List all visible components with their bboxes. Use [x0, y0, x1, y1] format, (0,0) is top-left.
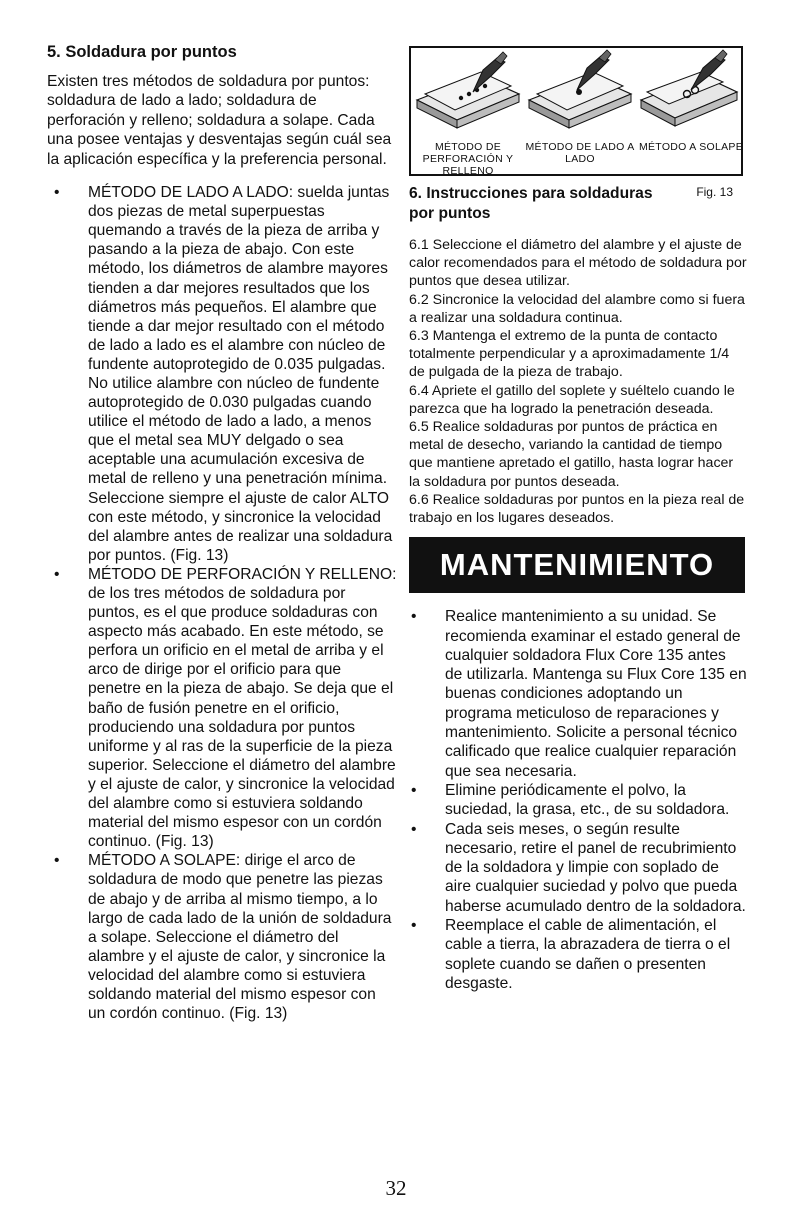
maintenance-banner: MANTENIMIENTO	[409, 537, 745, 593]
maintenance-list	[409, 607, 747, 993]
bullet: •	[411, 608, 417, 626]
section-6-heading: 6. Instrucciones para soldaduras por puntos	[409, 185, 653, 222]
method-side-by-side	[47, 183, 397, 565]
method-drill-and-fill	[47, 565, 397, 851]
bullet: •	[411, 917, 417, 934]
figure-13	[409, 46, 743, 176]
maintenance-item	[409, 820, 747, 916]
bullet: •	[411, 781, 417, 799]
maintenance-item	[409, 607, 747, 781]
maintenance-text: Reemplace el cable de alimentación, el cable a tierra, la abrazadera de tierra o el soplete cuando se dañen o presenten desgaste.	[445, 917, 731, 992]
bullet: •	[411, 820, 417, 838]
spot-weld-methods-illustration	[411, 48, 741, 140]
maintenance-item	[409, 916, 747, 993]
figure-number: Fig. 13	[696, 185, 733, 199]
caption-overlap: MÉTODO A SOLAPE	[638, 141, 744, 153]
maintenance-text: Realice mantenimiento a su unidad. Se recomienda examinar el estado general de cualquier soldadora Flux Core 135 antes de utilizarla. Mantenga su Flux Core 135 en buenas condiciones adoptando un programa meticuloso de reparaciones y mantenimiento. Solicite a personal técnico calificado que realice cualquier reparación que sea necesaria.	[445, 608, 747, 780]
step: 6.5 Realice soldaduras por puntos de práctica en metal de desecho, variando la cantidad de tiempo que mantiene apretado el gatillo, hasta lograr hacer la soldadura por puntos deseada.	[409, 419, 734, 490]
step: 6.3 Mantenga el extremo de la punta de contacto totalmente perpendicular y a aproximadamente 1/4 de pulgada de la pieza de trabajo.	[409, 328, 730, 381]
caption-side-by-side: MÉTODO DE LADO A LADO	[525, 141, 635, 165]
caption-drill-and-fill: MÉTODO DE PERFORACIÓN Y RELLENO	[422, 141, 514, 177]
spot-weld-methods-list	[47, 183, 397, 1023]
method-text: MÉTODO A SOLAPE: dirige el arco de soldadura de modo que penetre las piezas de abajo y de arriba al mismo tiempo, a lo largo de cada lado de la unión de soldadura a solape. Seleccione el diámetro del alambre y el ajuste de calor, y sincronice la velocidad del alambre como si estuviera soldando material del mismo espesor con un cordón continuo. (Fig. 13)	[88, 852, 392, 1023]
step: 6.4 Apriete el gatillo del soplete y suéltelo cuando le parezca que ha logrado la penetración deseada.	[409, 382, 735, 417]
step: 6.2 Sincronice la velocidad del alambre como si fuera a realizar una soldadura continua.	[409, 291, 745, 326]
spot-weld-steps	[409, 236, 747, 527]
maintenance-text: Cada seis meses, o según resulte necesario, retire el panel de recubrimiento de la soldadora y limpie con soplado de aire cualquier suciedad y polvo que pueda haberse acumulado dentro de la soldadora.	[445, 820, 746, 915]
bullet: •	[54, 184, 60, 202]
left-column	[47, 42, 397, 1023]
method-text: MÉTODO DE LADO A LADO: suelda juntas dos piezas de metal superpuestas quemando a través de la pieza de arriba y pasando a la pieza de abajo. Con este método, los diámetros de alambre mayores tienden a dar mejores resultados que los diámetros más pequeños. El alambre que tiende a dar mejor resultado con el método de lado a lado es el alambre con núcleo de fundente autoprotegido de 0.035 pulgadas. No utilice alambre con núcleo de fundente autoprotegido de 0.030 pulgadas cuando utilice el método de lado a lado, a menos que el metal sea MUY delgado o sea aceptable una acumulación excesiva de metal de relleno y una penetración mínima. Seleccione siempre el ajuste de calor ALTO con este método, y sincronice la velocidad del alambre antes de realizar una soldadura por puntos. (Fig. 13)	[88, 184, 393, 564]
drill-and-fill-illustration	[417, 52, 519, 128]
method-overlap	[47, 851, 397, 1023]
step: 6.1 Seleccione el diámetro del alambre y el ajuste de calor recomendados para el método de soldadura por puntos que desea utilizar.	[409, 237, 747, 290]
page-number: 32	[385, 1176, 407, 1200]
section-5-heading: 5. Soldadura por puntos	[47, 43, 237, 61]
maintenance-item	[409, 781, 747, 820]
side-by-side-illustration	[529, 50, 631, 128]
right-column	[409, 46, 747, 993]
maintenance-text: Elimine periódicamente el polvo, la suciedad, la grasa, etc., de su soldadora.	[445, 781, 730, 819]
bullet: •	[54, 565, 60, 583]
overlap-illustration	[641, 50, 737, 126]
bullet: •	[54, 852, 60, 870]
step: 6.6 Realice soldaduras por puntos en la pieza real de trabajo en los lugares deseados.	[409, 491, 745, 527]
method-text: MÉTODO DE PERFORACIÓN Y RELLENO: de los tres métodos de soldadura por puntos, es el que produce soldaduras con aspecto más acabado. En este método, se perfora un orificio en el metal de arriba y el arco de dirige por el orificio para que penetre en la pieza de abajo. Se deja que el baño de fusión penetre en el orificio, produciendo una soldadura por puntos uniforme y al ras de la superficie de la pieza superior. Seleccione el diámetro del alambre y el ajuste de calor, y sincronice la velocidad del alambre como si estuviera soldando material del mismo espesor con un cordón continuo. (Fig. 13)	[88, 565, 397, 851]
section-5-intro: Existen tres métodos de soldadura por puntos: soldadura de lado a lado; soldadura de perforación y relleno; soldadura a solape. Cada una posee ventajas y desventajas según cuál sea la aplicación específica y la preferencia personal.	[47, 73, 392, 168]
